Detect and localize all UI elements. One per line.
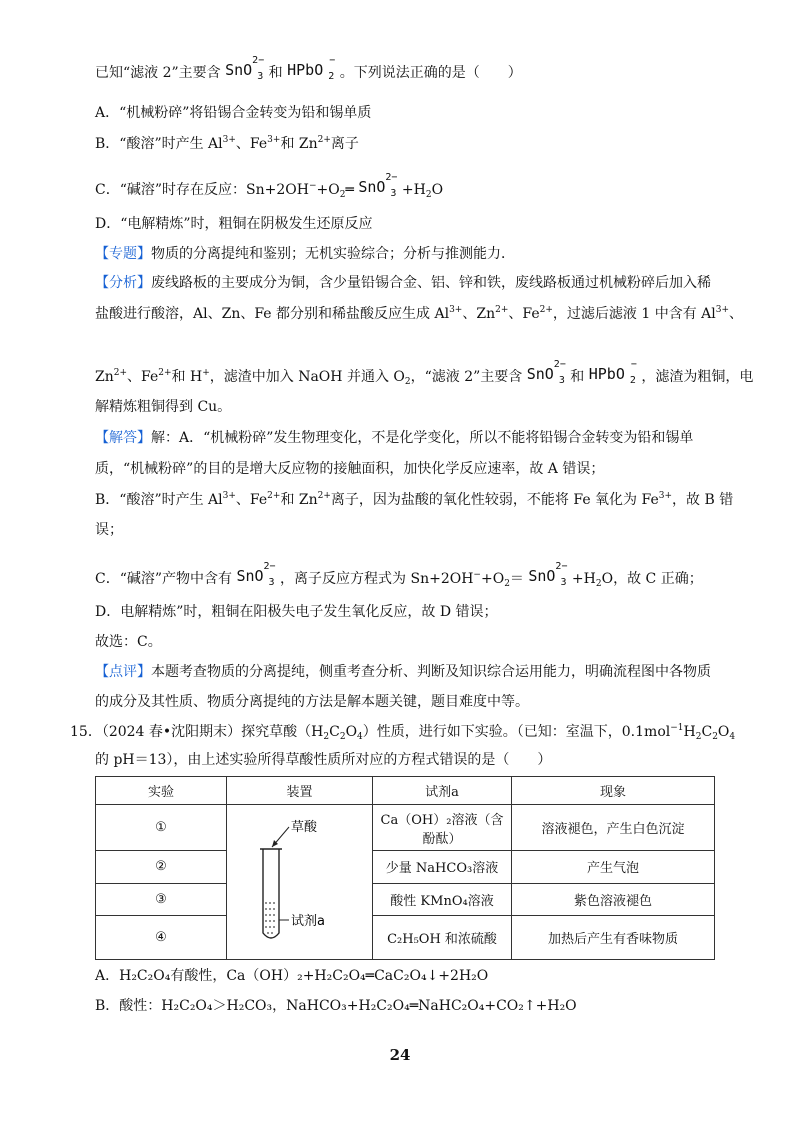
dianping-line-2: 的成分及其性质、物质分离提纯的方法是解本题关键，题目难度中等。 xyxy=(95,694,529,710)
q15-stem-line-1: 15．（2024 春•沈阳期末）探究草酸$(H_2C_2O_4)$性质，进行如下实验。（已知：室温下，$0.1mol^{-1}H_2C_2O_4$ xyxy=(70,723,736,742)
table-row xyxy=(96,915,715,959)
jieda-line-1: 【解答】解：A．“机械粉碎”发生物理变化，不是化学变化，所以不能将铅锡合金转变为铅和锡单 xyxy=(95,430,694,446)
stannate-ion: SnO 2− 3 xyxy=(528,561,568,588)
table-row xyxy=(96,805,715,851)
experiment-table xyxy=(95,776,715,960)
stannate-ion: SnO 2− 3 xyxy=(225,55,265,82)
row-id: ④ xyxy=(96,915,227,959)
test-tube-diagram xyxy=(231,805,368,955)
row-reagent: 酸性 KMnO₄溶液 xyxy=(373,883,512,915)
row-phenomenon: 紫色溶液褪色 xyxy=(512,883,715,915)
q14-option-b: B．“酸溶”时产生 $Al^{3+}$、$Fe^{3+}$和 $Zn^{2+}$离子 xyxy=(95,135,359,152)
apparatus-cell xyxy=(227,805,373,960)
q14-stem xyxy=(95,55,522,83)
dianping-line-1: 【点评】本题考查物质的分离提纯，侧重考查分析、判断及知识综合运用能力，明确流程图中各物质 xyxy=(95,664,711,680)
row-phenomenon: 产生气泡 xyxy=(512,851,715,883)
row-id: ② xyxy=(96,851,227,883)
row-reagent: C₂H₅OH 和浓硫酸 xyxy=(373,915,512,959)
jieda-line-2: 质，“机械粉碎”的目的是增大反应物的接触面积，加快化学反应速率，故 A 错误； xyxy=(95,461,605,477)
stannate-ion: SnO 2− 3 xyxy=(526,359,566,386)
q14-option-a: A．“机械粉碎”将铅锡合金转变为铅和锡单质 xyxy=(95,105,372,121)
jieda-line-3: B．“酸溶”时产生 $Al^{3+}$、$Fe^{2+}$和 $Zn^{2+}$离子，因为盐酸的氧化性较弱，不能将 Fe 氧化为 $Fe^{3+}$，故 B 错 xyxy=(95,491,734,508)
row-phenomenon: 加热后产生有香味物质 xyxy=(512,915,715,959)
jieda-line-7: 故选：C。 xyxy=(95,634,162,650)
label-reagent-a: 试剂a xyxy=(291,914,325,929)
zhuanti-tag: 【专题】 xyxy=(95,246,151,262)
page-number: 24 xyxy=(389,1046,411,1064)
table-header-row xyxy=(96,777,715,805)
row-id: ① xyxy=(96,805,227,851)
header-experiment: 实验 xyxy=(96,777,227,805)
fenxi-tag: 【分析】 xyxy=(95,275,151,291)
q15-option-b: B．酸性：H₂C₂O₄＞H₂CO₃，NaHCO₃+H₂C₂O₄═NaHC₂O₄+CO₂↑+H₂O xyxy=(95,998,577,1014)
fenxi-line-3: $Zn^{2+}$、$Fe^{2+}$和 H+，滤渣中加入 NaOH 并通入 $O_2$，“滤液 2”主要含 SnO 2− 3 和 HPbO − 2 ，滤渣为粗铜，电 xyxy=(95,359,754,387)
row-reagent: 少量 NaHCO₃溶液 xyxy=(373,851,512,883)
row-reagent: Ca（OH）₂溶液（含酚酞） xyxy=(373,805,512,851)
jieda-line-4: 误； xyxy=(95,522,123,538)
q14-option-d: D．“电解精炼”时，粗铜在阴极发生还原反应 xyxy=(95,216,373,232)
dianping-tag: 【点评】 xyxy=(95,664,151,680)
text: 已知“滤液 2”主要含 xyxy=(95,65,221,81)
plumbite-ion: HPbO − 2 xyxy=(287,55,336,82)
table-row xyxy=(96,883,715,915)
header-apparatus: 装置 xyxy=(227,777,373,805)
fenxi-line-4: 解精炼粗铜得到 Cu。 xyxy=(95,399,232,415)
q14-option-c: C．“碱溶”时存在反应：$Sn+2OH^-+O_2═$ SnO 2− 3 $+H_2O$ xyxy=(95,172,444,200)
stannate-ion: SnO 2− 3 xyxy=(358,172,398,199)
label-oxalic-acid: 草酸 xyxy=(291,820,318,835)
jieda-line-6: D．电解精炼”时，粗铜在阳极失电子发生氧化反应，故 D 错误； xyxy=(95,604,498,620)
fenxi-line-1: 【分析】废线路板的主要成分为铜，含少量铅锡合金、铝、锌和铁，废线路板通过机械粉碎后加入稀 xyxy=(95,275,711,291)
header-reagent: 试剂a xyxy=(373,777,512,805)
q15-option-a: A．H₂C₂O₄有酸性，Ca（OH）₂+H₂C₂O₄═CaC₂O₄↓+2H₂O xyxy=(95,968,489,984)
table-row xyxy=(96,851,715,883)
jieda-line-5: C．“碱溶”产物中含有 SnO 2− 3 ，离子反应方程式为 $Sn+2OH^-+O_2=$ SnO 2− 3 $+H_2O$，故 C 正确； xyxy=(95,561,703,589)
zhuanti-line: 【专题】物质的分离提纯和鉴别；无机实验综合；分析与推测能力． xyxy=(95,246,515,262)
jieda-tag: 【解答】 xyxy=(95,430,151,446)
header-phenomenon: 现象 xyxy=(512,777,715,805)
q15-number: 15． xyxy=(70,724,102,740)
stannate-ion: SnO 2− 3 xyxy=(236,561,276,588)
plumbite-ion: HPbO − 2 xyxy=(588,359,637,386)
text: 和 xyxy=(268,65,283,81)
text: 。下列说法正确的是（ ） xyxy=(339,65,522,81)
q15-stem-line-2: 的 pH＝13），由上述实验所得草酸性质所对应的方程式错误的是（ ） xyxy=(95,752,552,768)
row-phenomenon: 溶液褪色，产生白色沉淀 xyxy=(512,805,715,851)
row-id: ③ xyxy=(96,883,227,915)
fenxi-line-2: 盐酸进行酸溶，Al、Zn、Fe 都分别和稀盐酸反应生成 $Al^{3+}$、$Zn^{2+}$、$Fe^{2+}$，过滤后滤液 1 中含有 $Al^{3+}$、 xyxy=(95,305,744,322)
